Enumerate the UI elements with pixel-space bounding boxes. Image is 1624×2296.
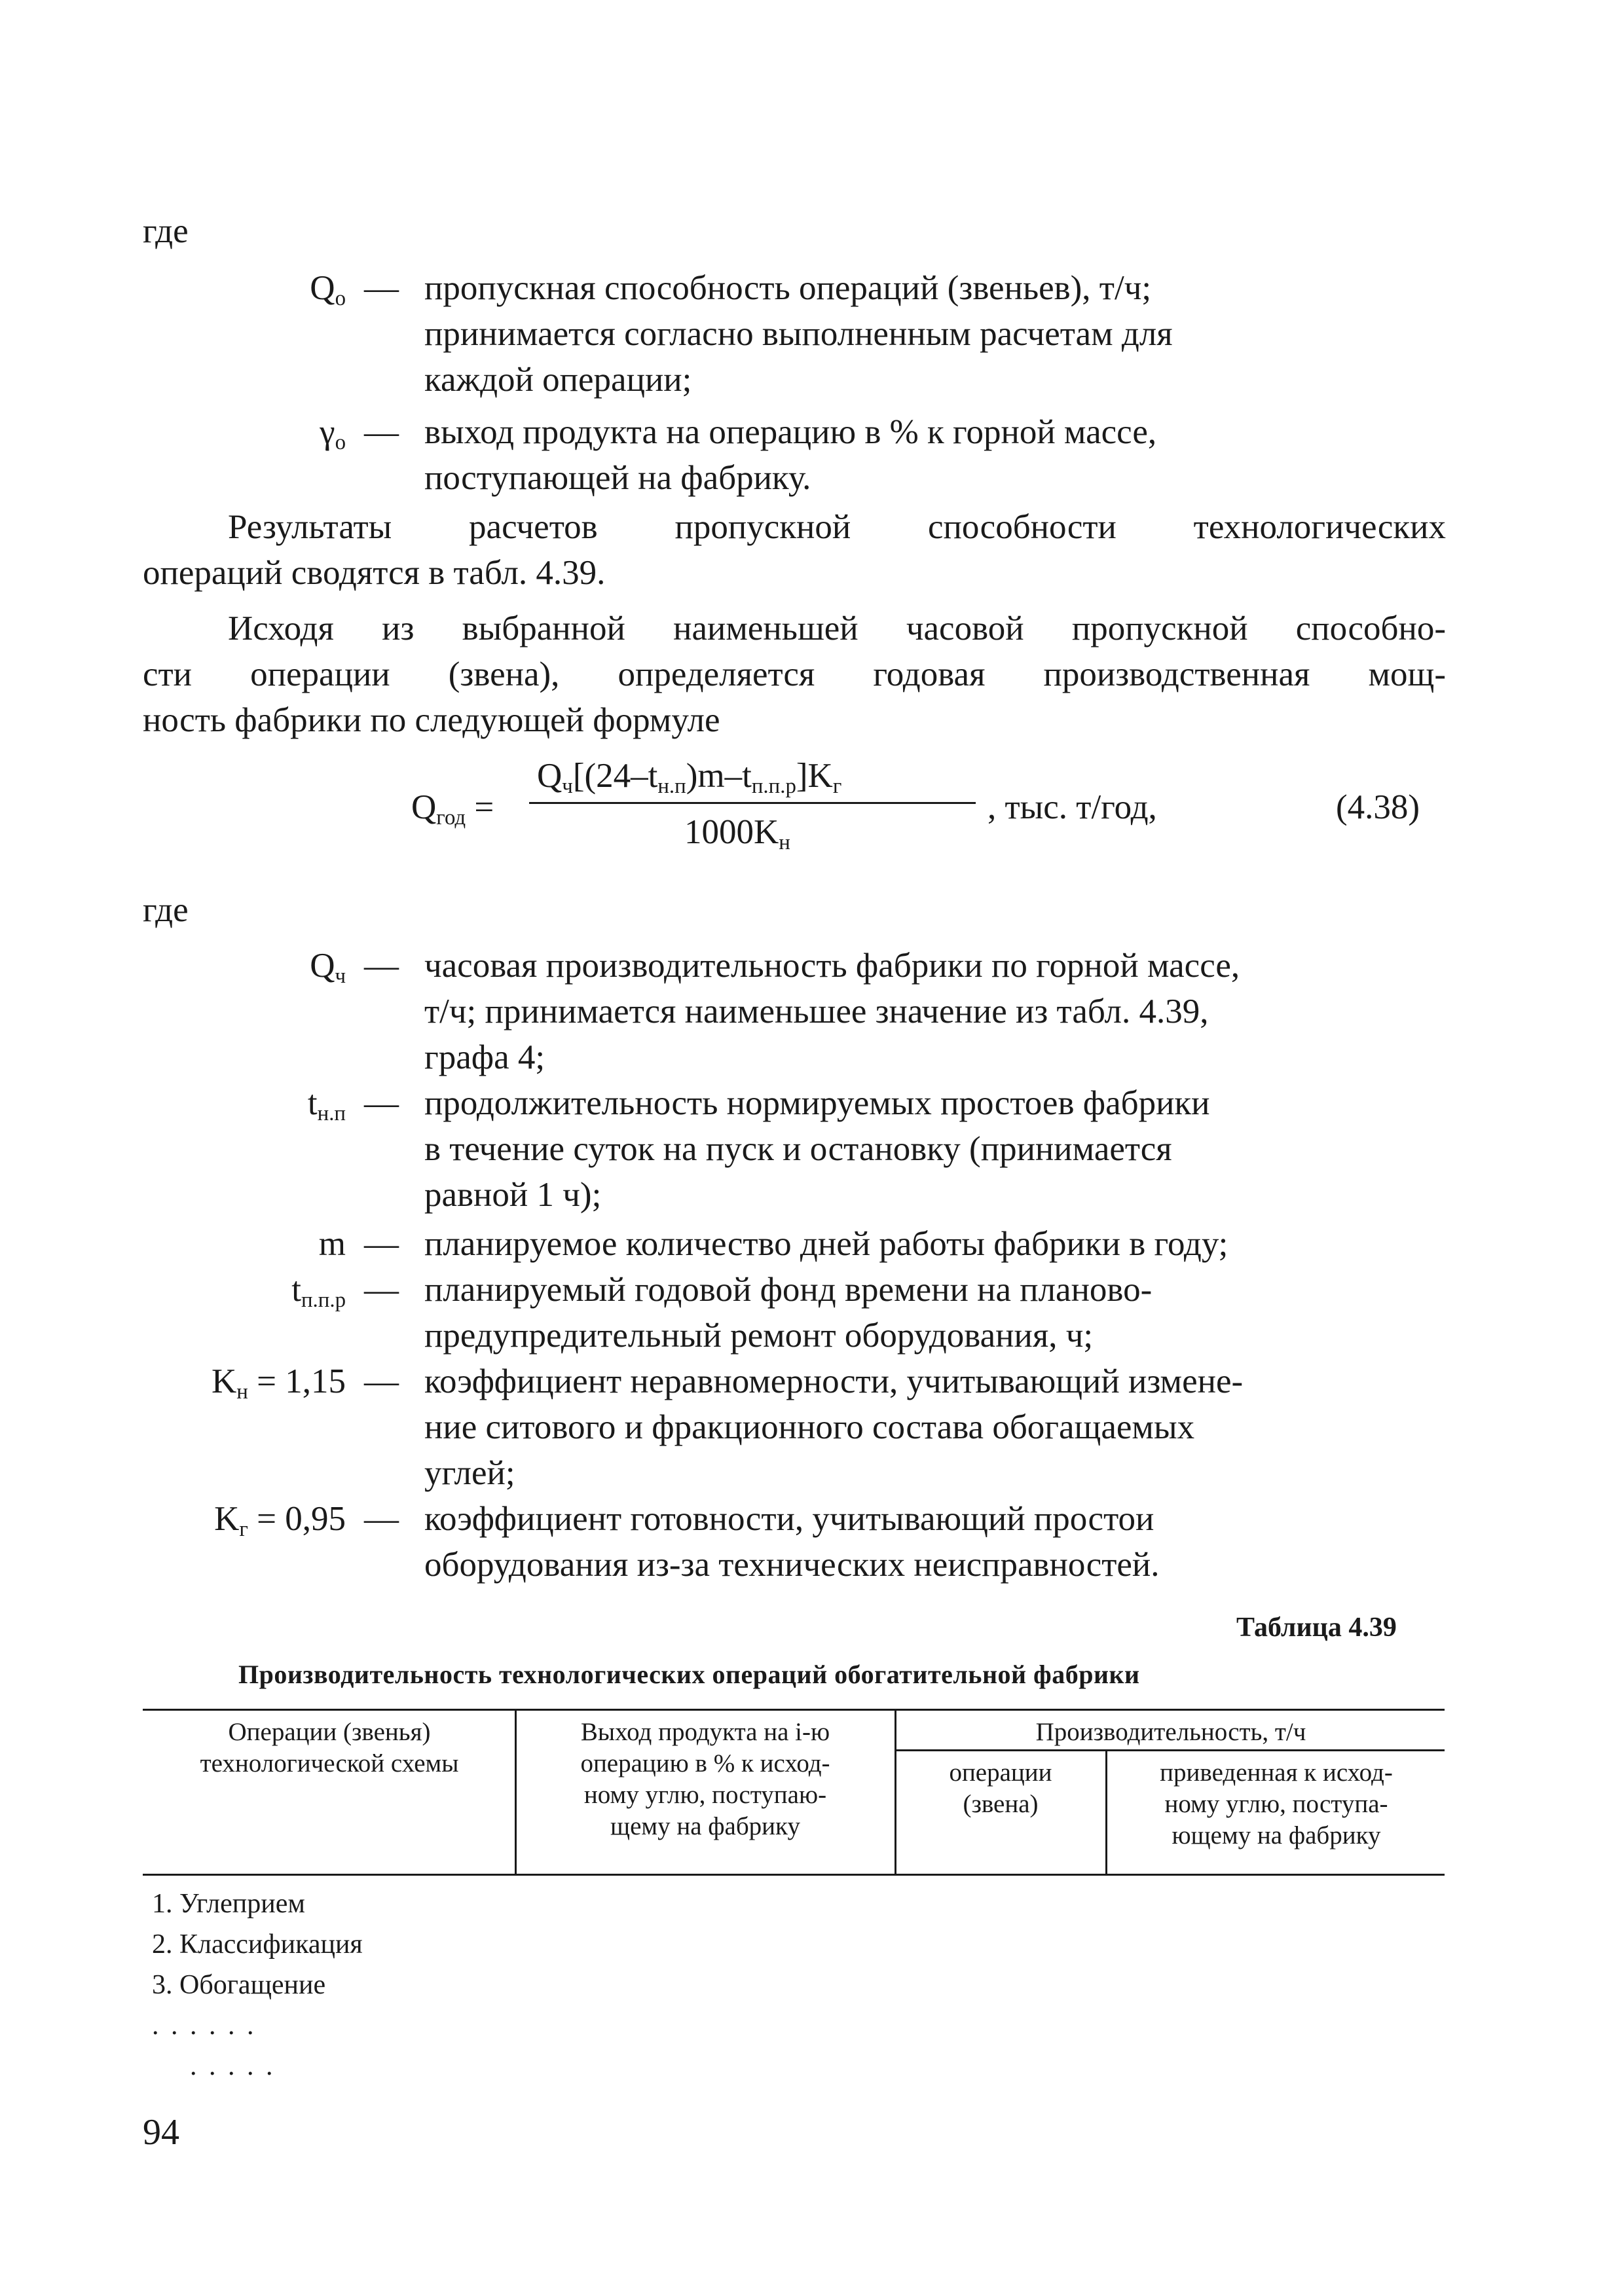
definition-text: принимается согласно выполненным расчетам для	[424, 315, 1173, 353]
definition-dash: —	[364, 413, 399, 451]
definition-dash: —	[364, 1362, 399, 1400]
definition-dash: —	[364, 947, 399, 985]
definition-symbol: $t_{п.п.р}$	[291, 1271, 346, 1313]
definition-text: т/ч; принимается наименьшее значение из табл. 4.39,	[424, 993, 1209, 1030]
definition-dash: —	[364, 1084, 399, 1122]
paragraph-2-line-1: Исходя из выбранной наименьшей часовой пропускной способно-	[228, 610, 1446, 647]
table-row: 1. Углеприем	[152, 1889, 305, 1919]
table-label: Таблица 4.39	[1236, 1613, 1397, 1643]
definition-text: графа 4;	[424, 1038, 545, 1076]
table-row-ellipsis: . . . . .	[190, 2051, 276, 2081]
formula-denominator: $1000K_н$	[684, 813, 790, 855]
definition-text: в течение суток на пуск и остановку (принимается	[424, 1130, 1172, 1168]
table-divider-3	[1105, 1751, 1107, 1876]
table-header-productivity: Производительность, т/ч	[1035, 1718, 1306, 1746]
definition-dash: —	[364, 1271, 399, 1309]
formula-unit: , тыс. т/год,	[987, 788, 1157, 826]
definition-text: углей;	[424, 1454, 515, 1492]
definition-text: планируемый годовой фонд времени на планово-	[424, 1271, 1153, 1309]
table-row: 2. Классификация	[152, 1929, 363, 1959]
paragraph-1-line-2: операций сводятся в табл. 4.39.	[143, 554, 606, 592]
definition-text: равной 1 ч);	[424, 1176, 602, 1214]
table-header-reduced-capacity: приведенная к исход- ному углю, поступа- ющему на фабрику	[1160, 1758, 1393, 1850]
formula-fraction-bar	[529, 802, 976, 804]
definition-text: пропускная способность операций (звеньев), т/ч;	[424, 269, 1152, 307]
definition-dash: —	[364, 269, 399, 307]
paragraph-2-line-3: ность фабрики по следующей формуле	[143, 701, 720, 739]
definition-text: выход продукта на операцию в % к горной массе,	[424, 413, 1157, 451]
definition-symbol: $Q_o$	[310, 269, 346, 311]
table-row-ellipsis: . . . . . .	[152, 2011, 257, 2041]
definition-symbol: m	[318, 1225, 346, 1263]
formula-lhs: $Q_{год}$ =	[411, 788, 494, 830]
paragraph-2-line-2: сти операции (звена), определяется годовая производственная мощ-	[143, 655, 1446, 693]
table-divider-1	[515, 1709, 517, 1876]
definition-symbol: $t_{н.п}$	[307, 1084, 346, 1126]
definition-symbol: $\gamma_o$	[320, 413, 346, 455]
definition-symbol: $K_н = 1,15$	[211, 1362, 346, 1404]
table-group-border	[896, 1749, 1445, 1751]
where-label-1: где	[143, 212, 189, 250]
definition-text: часовая производительность фабрики по горной массе,	[424, 947, 1240, 985]
where-label-2: где	[143, 891, 189, 929]
table-row: 3. Обогащение	[152, 1970, 326, 2000]
table-divider-2	[895, 1709, 896, 1876]
definition-text: поступающей на фабрику.	[424, 459, 811, 497]
definition-symbol: $Q_ч$	[310, 947, 346, 989]
formula-numerator: $Q_ч[(24-t_{н.п})m-t_{п.п.р}]K_г$	[537, 757, 842, 799]
definition-symbol: $K_г = 0,95$	[214, 1500, 346, 1542]
definition-text: планируемое количество дней работы фабрики в году;	[424, 1225, 1228, 1263]
definition-text: предупредительный ремонт оборудования, ч;	[424, 1317, 1094, 1355]
definition-dash: —	[364, 1225, 399, 1263]
definition-text: продолжительность нормируемых простоев фабрики	[424, 1084, 1210, 1122]
formula-number: (4.38)	[1336, 788, 1420, 826]
definition-text: каждой операции;	[424, 361, 692, 399]
paragraph-1-line-1: Результаты расчетов пропускной способности технологических	[228, 508, 1446, 546]
definition-dash: —	[364, 1500, 399, 1538]
table-header-operations: Операции (звенья) технологической схемы	[200, 1718, 459, 1777]
table-header-yield: Выход продукта на i-ю операцию в % к исход- ному углю, поступаю- щему на фабрику	[580, 1718, 830, 1840]
definition-text: оборудования из-за технических неисправностей.	[424, 1546, 1160, 1584]
definition-text: коэффициент готовности, учитывающий простои	[424, 1500, 1154, 1538]
definition-text: ние ситового и фракционного состава обогащаемых	[424, 1408, 1195, 1446]
page-number: 94	[143, 2112, 179, 2153]
definition-text: коэффициент неравномерности, учитывающий измене-	[424, 1362, 1244, 1400]
table-header-operation-capacity: операции (звена)	[949, 1758, 1052, 1818]
table-title: Производительность технологических операций обогатительной фабрики	[238, 1660, 1140, 1689]
table-top-border	[143, 1709, 1445, 1711]
table-header-bottom-border	[143, 1874, 1445, 1876]
